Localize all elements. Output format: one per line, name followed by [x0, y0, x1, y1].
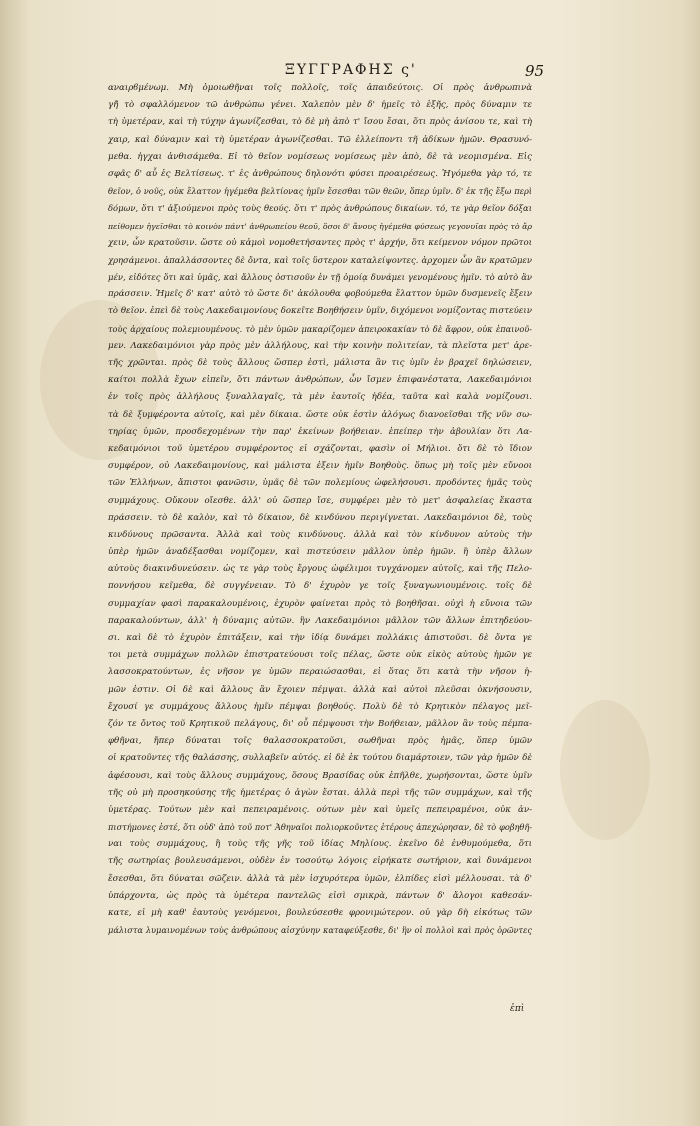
text-line: ἐν τοῖς πρὸς ἀλλήλους ξυναλλαγαῖς, τὰ μὲν ἑαυτοῖς ἡδέα, ταῦτα καὶ καλὰ νομίζουσι. [108, 392, 532, 403]
text-line: ζόν τε ὄντος τοῦ Κρητικοῦ πελάγους, δι' οὗ πέμψουσι τὴν Βοήθειαν, μᾶλλον ἂν τοὺς πέμπα- [108, 718, 532, 729]
text-line: ποννήσου κεῖμεθα, δὲ συγγένειαν. Τὸ δ' ἐχυρὸν γε τοῖς ξυναγωνιουμένοις. τοῖς δὲ [108, 581, 532, 592]
text-line: θεῖον, ὁ νοῦς, οὐκ ἔλαττον ἡγέμεθα βελτίονας ἡμῖν ἔσεσθαι τῶν θεῶν, ὅπερ ὑμῖν. δ' ἐκ τῆς ἔξω περὶ [108, 186, 532, 197]
text-line: τὰ δὲ ξυμφέροντα αὐτοῖς, καὶ μὲν δίκαια. ὥστε οὐκ ἐστὶν ἀλόγως διανοεῖσθαι τῆς νῦν σω- [108, 409, 532, 420]
text-line: μάλιστα λυμαινομένων τοὺς ἀνθρώπους αἰσχύνην καταφεύξεσθε, δι' ἣν οἱ πολλοὶ καὶ πρὸς ὁρῶντες [108, 925, 532, 936]
text-line: φθῆναι, ἤπερ δύναται τοῖς θαλασσοκρατοῦσι, σωθῆναι πρὸς ἡμᾶς, ὅπερ ὑμῶν [108, 736, 532, 747]
running-title: ΞΥΓΓΡΑΦΗΣ ς' [285, 62, 417, 78]
text-line: σι. καὶ δὲ τὸ ἐχυρὸν ἐπιτάξειν, καὶ τὴν ἰδίᾳ δυνάμει πολλάκις ἀπιστοῦσι. δὲ ὄντα γε [108, 633, 532, 643]
text-line: πράσσειν. τὸ δὲ καλὸν, καὶ τὸ δίκαιον, δὲ κινδύνου περιγίγνεται. Λακεδαιμόνιοι δὲ, τοὺς [108, 512, 532, 523]
text-line: τῆς χρῶνται. πρὸς δὲ τοὺς ἄλλους ὥσπερ ἐστὶ, μάλιστα ἂν τις ὑμῖν ἐν βραχεῖ δηλώσειεν, [108, 358, 532, 368]
text-line: ὑμετέρας. Τούτων μὲν καὶ πεπειραμένοις. ούτων μὲν καὶ ὑμεῖς πεπειραμένοι, οὐκ ἀν- [108, 804, 532, 815]
text-line: χειν, ὧν κρατοῦσιν. ὥστε οὐ κἀμοὶ νομοθετήσαντες πρὸς τ' ἀρχήν, ὅτι κείμενον νόμον πρῶτοι [108, 237, 532, 248]
text-line: συμμαχίαν φασὶ παρακαλουμένοις, ἐχυρὸν φαίνεται πρὸς τὸ βοηθῆσαι. οὐχὶ ἡ εὔνοια τῶν [108, 598, 532, 609]
text-line: σφᾶς δ' αὖ ἐς Βελτίσεως. τ' ἐς ἀνθρώπους δηλονότι φύσει προαιρέσεως. Ἡγόμεθα γὰρ τό, τε [108, 168, 532, 179]
text-line: πράσσειν. Ἡμεῖς δ' κατ' αὐτὸ τὸ ὥστε δι' ἀκόλουθα φοβούμεθα ἔλαττον ὑμῶν δυσμενεῖς ἔξειν [108, 289, 532, 300]
paper-stain [560, 700, 650, 840]
text-line: παρακαλούντων, ἀλλ' ἡ δύναμις αὐτῶν. ἣν Λακεδαιμόνιοι μᾶλλον τῶν ἄλλων ἐπιτηδεύου- [108, 615, 532, 626]
text-line: λασσοκρατούντων, ἐς νῆσον γε ὑμῶν περαιώσασθαι, εἰ ὅτας ὅτι κατὰ τὴν νῆσον ἡ- [108, 667, 532, 678]
text-line: τῆς οὐ μὴ προσηκούσης τῆς ἡμετέρας ὁ ἀγὼν ἔσται. ἀλλὰ περὶ τῆς τῶν συμμάχων, καὶ τῆς [108, 787, 532, 798]
text-line: μεν. Λακεδαιμόνιοι γὰρ πρὸς μὲν ἀλλήλους, καὶ τὴν κοινὴν πολιτείαν, τὰ πλεῖστα μετ' ἀρε- [108, 340, 532, 351]
text-line: τῶν Ἑλλήνων, ἄπιστοι φανῶσιν, ὑμᾶς δὲ τῶν πολεμίους ὠφελήσουσι. προδόντες ἡμᾶς τοὺς [108, 478, 532, 489]
text-line: ὑπὲρ ἡμῶν ἀναδέξασθαι νομίζομεν, καὶ πιστεύσειν μᾶλλον ὑπὲρ ἡμῶν. ἢ ὑπὲρ ἄλλων [108, 547, 532, 558]
main-text [108, 80, 532, 939]
text-line: ἔσεσθαι, ὅτι δύναται σῶζειν. ἀλλὰ τὰ μὲν ἰσχυρότερα ὑμῶν, ἐλπίδες εἰσὶ μέλλουσαι. τὰ δ' [108, 873, 532, 884]
catchword: ἐπὶ [510, 1004, 525, 1014]
text-line: τὴ ὑμετέραν, καὶ τὴ τύχην ἀγωνίζεσθαι, τὸ δὲ μὴ ἀπὸ τ' ἴσου ἔσαι, ὅτι πρὸς ἀνίσου τε, καὶ τὴ [108, 117, 532, 128]
text-line: τοι μετὰ συμμάχων πολλῶν ἐπιστρατεύουσι τοῖς πέλας, ὥστε οὐκ εἰκὸς αὐτοὺς ἡμῶν γε [108, 650, 532, 661]
text-line: μέν, εἰδότες ὅτι καὶ ὑμᾶς, καὶ ἄλλους ὁστισοῦν ἐν τῇ ὁμοίᾳ δυνάμει γενομένους ἡμῖν. τὸ αὐτὸ ἂν [108, 272, 532, 283]
text-line: πείθομεν ἡγεῖσθαι τὸ κοινὸν πάντ' ἀνθρωπείου θεοῦ, ὅσοι δ' ἄνους ἡγέμεθα φύσεως γεγονυῖαι πρὸς τὸ ἄρ [108, 221, 532, 231]
text-line: αὐτοὺς διακινδυνεύσειν. ὡς τε γὰρ τοὺς ἔργους ὠφέλιμοι τυγχάνομεν αὐτοῖς, καὶ τῆς Πελο- [108, 564, 532, 575]
text-line: κεδαιμόνιοι τοῦ ὑμετέρου συμφέροντος εἰ σχάζονται, φασὶν οἱ Μήλιοι. ὅτι δὲ τὸ ἴδιον [108, 443, 532, 454]
text-line: ὑπάρχοντα, ὡς πρὸς τὰ ὑμέτερα παντελῶς εἰσὶ σμικρὰ, πάντων δ' ἄλογοι καθεσάν- [108, 890, 532, 901]
text-line: τὸ θεῖον. ἐπεὶ δὲ τοὺς Λακεδαιμονίους δοκεῖτε Βοηθήσειν ὑμῖν, διχόμενοι νομίζοντας πιστεύειν [108, 306, 532, 317]
text-line: κινδύνους πρῶσαντα. Ἀλλὰ καὶ τοὺς κινδύνους. ἀλλὰ καὶ τὸν κίνδυνον αὐτοὺς τὴν [108, 529, 532, 540]
text-line: τῆς σωτηρίας βουλευσάμενοι, οὐδὲν ἐν τοσούτῳ λόγοις εἰρήκατε σωτήριον, καὶ δυνάμενοι [108, 856, 532, 867]
text-line: ναι τοὺς συμμάχους, ἢ τοὺς τῆς γῆς τοῦ ἰδίας Μηλίους. ἐκεῖνο δὲ ἐνθυμούμεθα, ὅτι [108, 839, 532, 850]
text-line: πιστήμονες ἐστέ, ὅτι οὐδ' ἀπὸ τοῦ ποτ' Ἀθηναῖοι πολιορκοῦντες ἑτέρους ἀπεχώρησαν, δὲ τὸ φοβηθῆ- [108, 822, 532, 833]
text-line: οἱ κρατοῦντες τῆς θαλάσσης, συλλαβεῖν αὐτός. εἰ δὲ ἐκ τούτου διαμάρτοιεν, τῶν γὰρ ἡμῶν δὲ [108, 753, 532, 764]
text-line: συμφέρον, οὐ Λακεδαιμονίους, καὶ μάλιστα ἐξειν ἡμῖν Βοηθοὺς. ὅπως μὴ τοῖς μὲν εὔνοοι [108, 461, 532, 472]
text-line: δόμων, ὅτι τ' ἀξιούμενοι πρὸς τοὺς θεούς. ὅτι τ' πρὸς ἀνθρώπους δικαίων. τό, τε γὰρ θεῖον δόξαι [108, 203, 532, 214]
text-line: γῆ̃ τὸ σφαλλόμενον τῶ ἀνθρώπω γένει. Χαλεπὸν μὲν δ' ἡμεῖς τὸ ἑξῆς, πρὸς δύναμιν τε [108, 100, 532, 111]
text-line: κατε, εἰ μὴ καθ' ἑαυτοὺς γενόμενοι, βουλεύσεσθε φρονιμώτερον. οὐ γὰρ δὴ εἰκότως τῶν [108, 908, 532, 918]
text-line: μῶν ἐστιν. Οἱ δὲ καὶ ἄλλους ἂν ἔχοιεν πέμψαι. ἀλλὰ καὶ αὐτοὶ πλεῦσαι ὀκνήσουσιν, [108, 684, 532, 695]
text-line: μεθα. ἡγχαι ἀνθισάμεθα. Εἰ τὸ θεῖον νομίσεως νομίσεως μὲν ἀπὸ, δὲ τὰ νεομισμένα. Εἰς [108, 151, 532, 162]
text-line: χαιρ, καὶ δύναμιν καὶ τὴ ὑμετέραν ἀγωνίζεσθαι. Τῶ ἐλλείποντι τῆ ἀδίκων ἡμῶν. Θρασυνό- [108, 134, 532, 145]
text-line: αναιρϐμένωμ. Μὴ ὁμοιωθῆναι τοῖς πολλοῖς, τοῖς ἀπαιδεύτοις. Οἱ πρὸς ἀνθρωπινὰ [108, 83, 532, 93]
text-line: τηρίας ὑμῶν, προσδεχομένων τὴν παρ' ἐκείνων βοήθειαν. ἐπείπερ τὴν ἀβουλίαν ὅτι Λα- [108, 426, 532, 437]
folio-number: 95 [525, 62, 545, 80]
text-line: συμμάχους. Οὔκουν οἴεσθε. ἀλλ' οὐ ὥσπερ ἴσε, συμφέρει μὲν τὸ μετ' ἀσφαλείας ἕκαστα [108, 495, 532, 506]
text-line: τοὺς ἀρχαίους πολεμιουμένους. τὸ μὲν ὑμῶν μακαρίζομεν ἀπειροκακίαν τὸ δὲ ἄφρον, οὐκ ἐπαινοῦ- [108, 323, 532, 334]
text-line: ἔχουσί γε συμμάχους ἄλλους ἡμῖν πέμψαι βοηθούς. Πολὺ δὲ τὸ Κρητικὸν πέλαγος μεῖ- [108, 701, 532, 712]
text-line: καίτοι πολλὰ ἔχων εἰπεῖν, ὅτι πάντων ἀνθρώπων, ὧν ἴσμεν ἐπιφανέστατα, Λακεδαιμόνιοι [108, 375, 532, 386]
text-line: ἀφέσουσι, καὶ τοὺς ἄλλους συμμάχους, ὅσους Βρασίδας οὐκ ἐπῆλθε, χωρήσονται, ὥστε ὑμῖν [108, 770, 532, 781]
text-line: χρησάμενοι. ἀπαλλάσσοντες δὲ ὄντα, καὶ τοῖς ὕστερον καταλείψοντες. ἀρχομεν ὧν ἂν κρατῶμεν [108, 254, 532, 265]
